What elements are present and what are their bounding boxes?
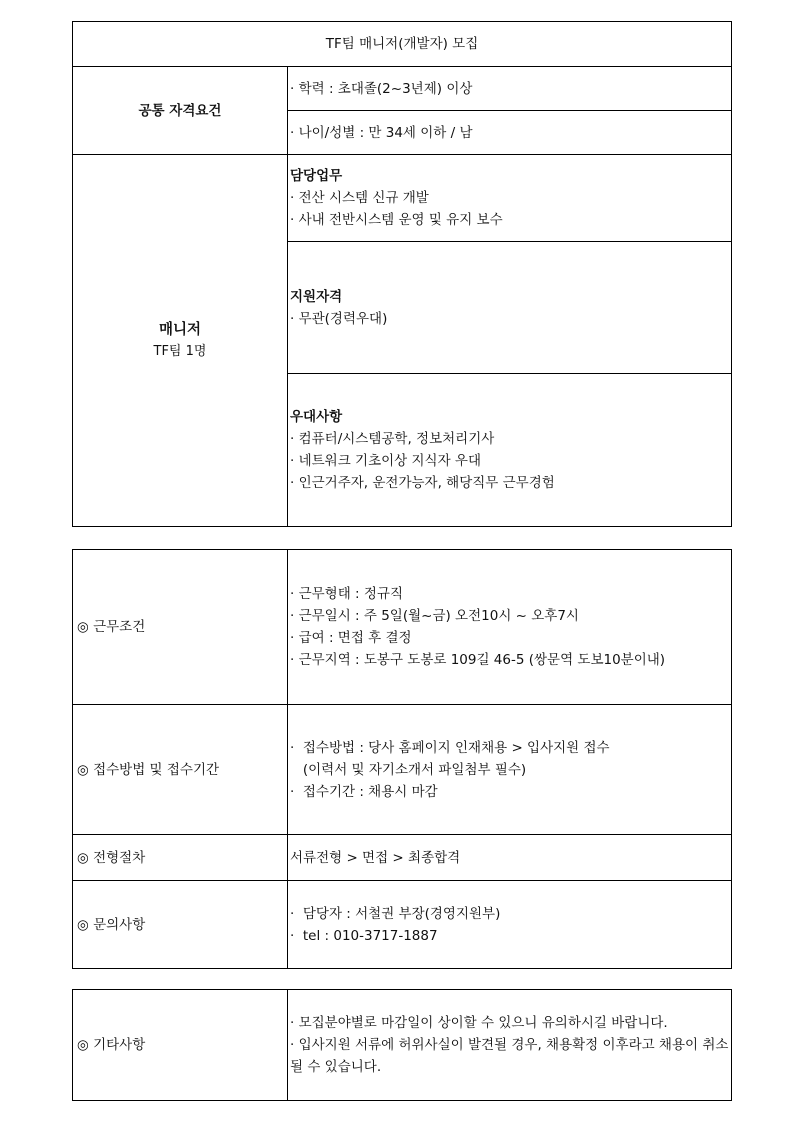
age-gender-requirement: · 나이/성별 : 만 34세 이하 / 남 — [288, 111, 732, 155]
preference-item: · 인근거주자, 운전가능자, 해당직무 근무경험 — [290, 475, 555, 491]
preference-item: · 컴퓨터/시스템공학, 정보처리기사 — [290, 431, 495, 447]
other-notes-label: ◎ 기타사항 — [73, 990, 288, 1101]
manager-position-cell — [73, 155, 288, 527]
application-method-label: ◎ 접수방법 및 접수기간 — [73, 705, 288, 835]
manager-headcount: TF팀 1명 — [153, 343, 207, 359]
qualification-title: 지원자격 — [290, 288, 343, 305]
application-item: · 접수방법 : 당사 홈페이지 인재채용 > 입사지원 접수 — [290, 739, 610, 756]
education-requirement: · 학력 : 초대졸(2~3년제) 이상 — [288, 67, 732, 111]
inquiry-content — [288, 881, 732, 969]
other-notes-table — [72, 989, 732, 1101]
application-item: (이력서 및 자기소개서 파일첨부 필수) — [290, 761, 527, 778]
duty-section — [288, 155, 732, 242]
inquiry-label: ◎ 문의사항 — [73, 881, 288, 969]
duty-title: 담당업무 — [290, 168, 343, 184]
other-notes-content — [288, 990, 732, 1101]
contact-phone: · tel : 010-3717-1887 — [290, 927, 438, 944]
other-note-item: · 모집분야별로 마감일이 상이할 수 있으니 유의하시길 바랍니다. — [290, 1015, 668, 1031]
work-condition-item: · 근무일시 : 주 5일(월~금) 오전10시 ~ 오후7시 — [290, 608, 579, 624]
qualification-item: · 무관(경력우대) — [290, 310, 388, 327]
recruitment-table — [72, 21, 732, 527]
duty-item: · 전산 시스템 신규 개발 — [290, 190, 429, 206]
preference-section — [288, 374, 732, 527]
other-note-item: · 입사지원 서류에 허위사실이 발견될 경우, 채용확정 이후라고 채용이 취소될 수 있습니다. — [290, 1037, 729, 1075]
work-conditions-content — [288, 550, 732, 705]
recruitment-title: TF팀 매니저(개발자) 모집 — [73, 22, 732, 67]
work-conditions-table — [72, 549, 732, 969]
selection-process-value: 서류전형 > 면접 > 최종합격 — [288, 835, 732, 881]
common-requirements-label: 공통 자격요건 — [73, 67, 288, 155]
application-item: · 접수기간 : 채용시 마감 — [290, 783, 438, 800]
work-condition-item: · 근무형태 : 정규직 — [290, 586, 404, 602]
work-condition-item: · 근무지역 : 도봉구 도봉로 109길 46-5 (쌍문역 도보10분이내) — [290, 652, 666, 668]
preference-item: · 네트워크 기초이상 지식자 우대 — [290, 453, 481, 469]
duty-item: · 사내 전반시스템 운영 및 유지 보수 — [290, 212, 503, 228]
manager-label: 매니저 — [158, 321, 202, 338]
application-method-content — [288, 705, 732, 835]
qualification-section — [288, 242, 732, 374]
selection-process-label: ◎ 전형절차 — [73, 835, 288, 881]
work-condition-item: · 급여 : 면접 후 결정 — [290, 630, 412, 646]
preference-title: 우대사항 — [290, 409, 343, 425]
contact-person: · 담당자 : 서철권 부장(경영지원부) — [290, 905, 501, 922]
work-conditions-label: ◎ 근무조건 — [73, 550, 288, 705]
